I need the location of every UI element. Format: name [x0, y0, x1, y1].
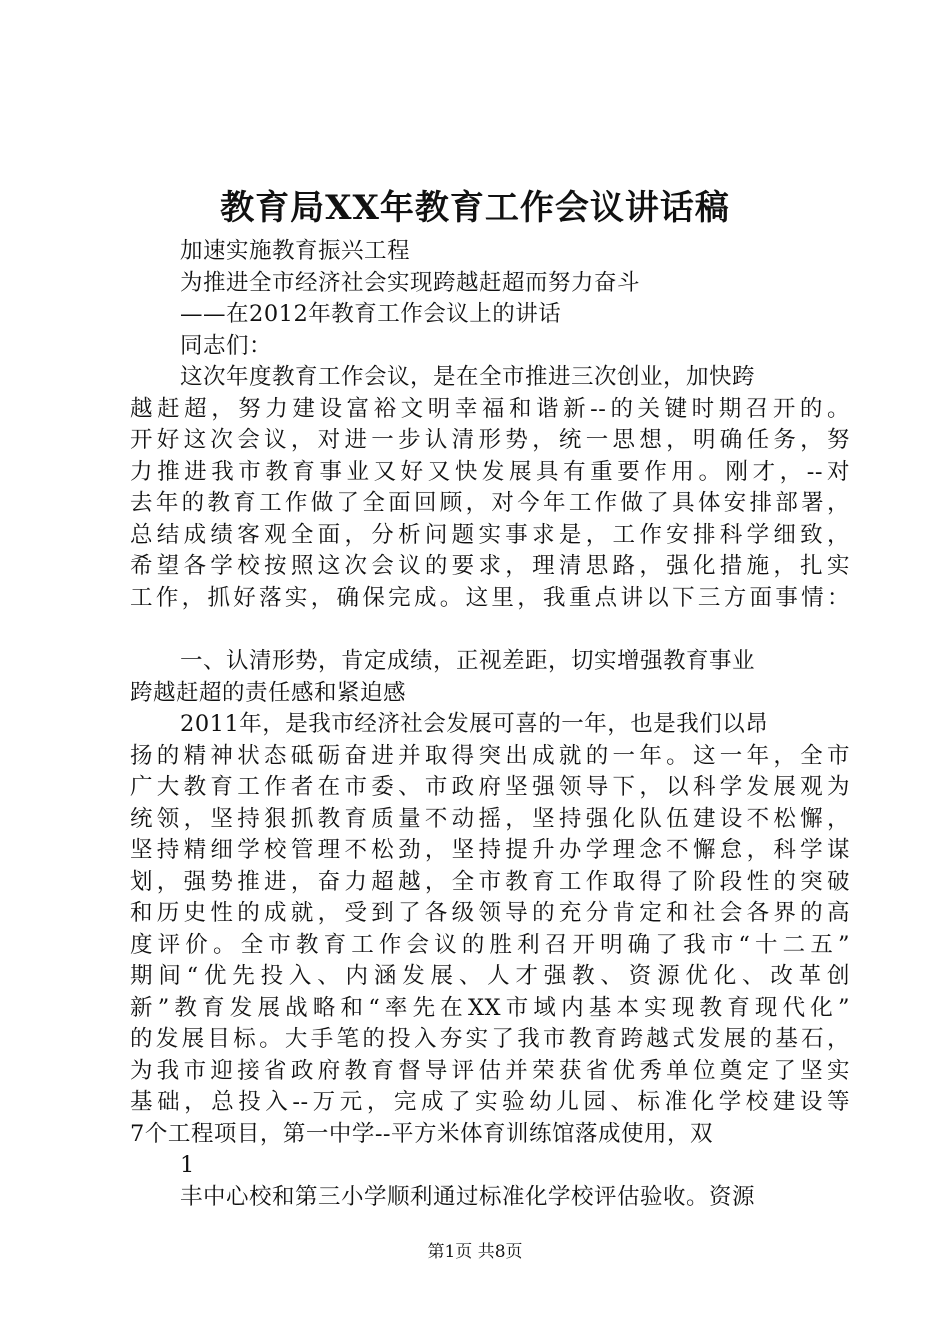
subtitle-line-1: 加速实施教育振兴工程	[180, 238, 411, 264]
paragraph1-line-1: 这次年度教育工作会议，是在全市推进三次创业，加快跨	[180, 364, 756, 390]
paragraph2-line-6: 划，强势推进，奋力超越，全市教育工作取得了阶段性的突破	[130, 868, 850, 895]
heading1-line-2: 跨越赶超的责任感和紧迫感	[130, 679, 407, 706]
subtitle-line-3: ——在2012年教育工作会议上的讲话	[180, 301, 562, 327]
paragraph2-line-4: 统领，坚持狠抓教育质量不动摇，坚持强化队伍建设不松懈，	[130, 805, 850, 832]
paragraph2-line-5: 坚持精细学校管理不松劲，坚持提升办学理念不懈怠，科学谋	[130, 837, 850, 863]
subtitle-line-2: 为推进全市经济社会实现跨越赶超而努力奋斗	[180, 269, 641, 296]
paragraph2-line-7: 和历史性的成就，受到了各级领导的充分肯定和社会各界的高	[130, 900, 850, 926]
inline-page-number: 1	[180, 1152, 195, 1178]
paragraph3-line-1: 丰中心校和第三小学顺利通过标准化学校评估验收。资源	[180, 1183, 756, 1210]
paragraph2-line-9: 期间“优先投入、内涵发展、人才强教、资源优化、改革创	[130, 963, 850, 989]
paragraph2-line-12: 为我市迎接省政府教育督导评估并荣获省优秀单位奠定了坚实	[130, 1057, 850, 1084]
document-title: 教育局XX年教育工作会议讲话稿	[220, 188, 730, 228]
paragraph2-line-1: 2011年，是我市经济社会发展可喜的一年，也是我们以昂	[180, 711, 769, 737]
blank-line	[130, 614, 850, 646]
paragraph1-line-2: 越赶超，努力建设富裕文明幸福和谐新--的关键时期召开的。	[130, 395, 850, 422]
paragraph1-line-5: 去年的教育工作做了全面回顾，对今年工作做了具体安排部署，	[130, 490, 850, 516]
page-footer: 第1页 共8页	[427, 1242, 523, 1262]
paragraph2-line-8: 度评价。全市教育工作会议的胜利召开明确了我市“十二五”	[130, 931, 850, 958]
paragraph1-line-4: 力推进我市教育事业又好又快发展具有重要作用。刚才，--对	[130, 458, 850, 485]
paragraph1-line-3: 开好这次会议，对进一步认清形势，统一思想，明确任务，努	[130, 427, 850, 453]
paragraph2-line-2: 扬的精神状态砥砺奋进并取得突出成就的一年。这一年，全市	[130, 742, 850, 769]
paragraph2-line-14: 7个工程项目，第一中学--平方米体育训练馆落成使用，双	[130, 1120, 714, 1147]
paragraph2-line-13: 基础，总投入--万元，完成了实验幼儿园、标准化学校建设等	[130, 1089, 850, 1115]
paragraph2-line-3: 广大教育工作者在市委、市政府坚强领导下，以科学发展观为	[130, 774, 850, 800]
paragraph1-line-7: 希望各学校按照这次会议的要求，理清思路，强化措施，扎实	[130, 553, 850, 579]
salutation: 同志们：	[180, 332, 273, 359]
paragraph1-line-8: 工作，抓好落实，确保完成。这里，我重点讲以下三方面事情：	[130, 584, 850, 611]
paragraph2-line-10: 新”教育发展战略和“率先在XX市域内基本实现教育现代化”	[130, 994, 850, 1021]
paragraph2-line-11: 的发展目标。大手笔的投入夯实了我市教育跨越式发展的基石，	[130, 1026, 850, 1052]
paragraph1-line-6: 总结成绩客观全面，分析问题实事求是，工作安排科学细致，	[130, 521, 850, 548]
document-body	[130, 236, 850, 1213]
heading1-line-1: 一、认清形势，肯定成绩，正视差距，切实增强教育事业	[180, 648, 756, 674]
